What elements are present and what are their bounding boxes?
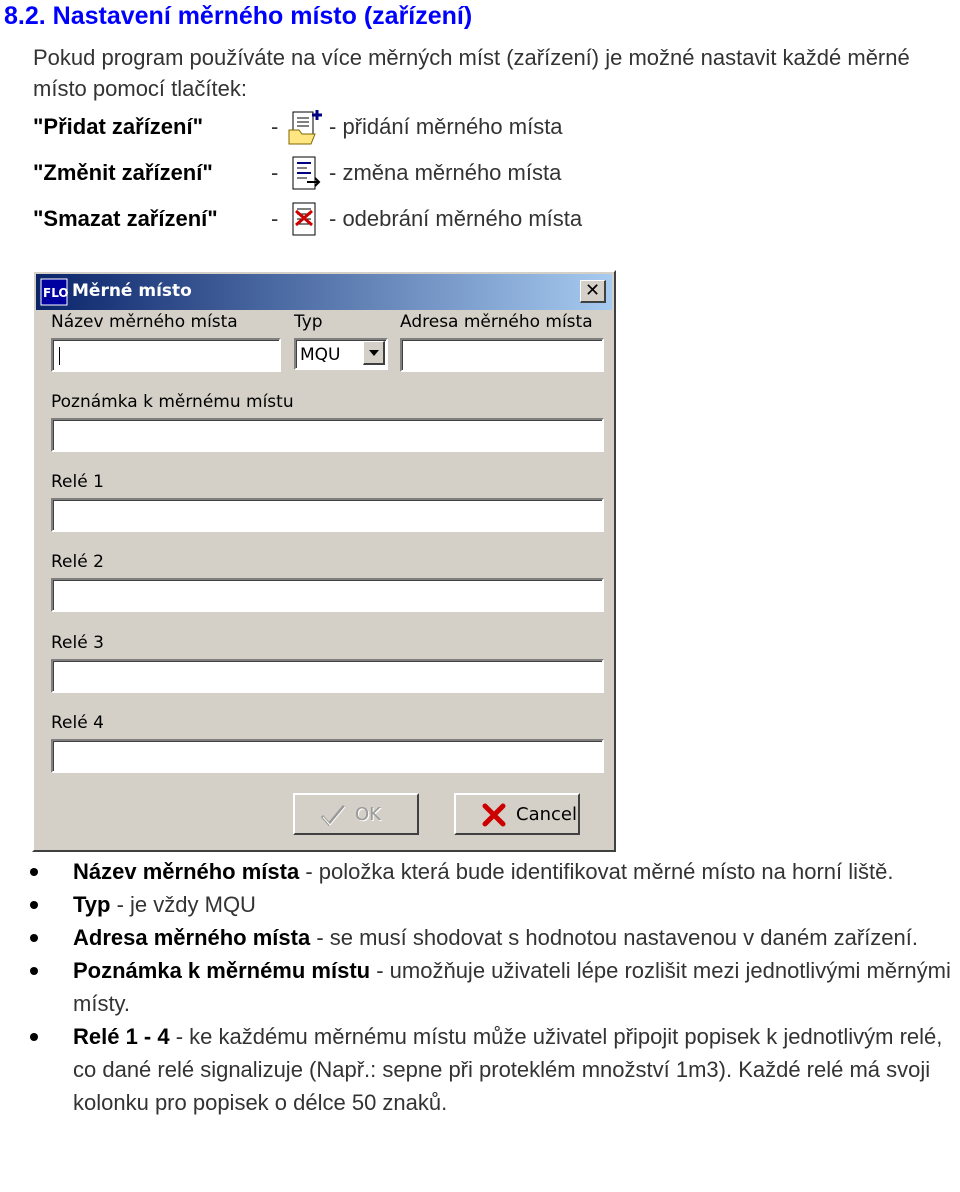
label-rele4: Relé 4 (51, 713, 104, 733)
bullet-term: Název měrného místa (73, 859, 300, 884)
dialog-title: Měrné místo (72, 281, 192, 301)
ok-button[interactable] (293, 793, 419, 835)
list-item (28, 1020, 958, 1119)
section-heading: 8.2. Nastavení měrného místo (zařízení) (4, 2, 473, 30)
button-description: - odebrání měrného místa (329, 206, 583, 231)
rele3-input[interactable] (51, 659, 604, 693)
label-poznamka: Poznámka k měrnému místu (51, 392, 294, 412)
bullet-text: - ke každému měrnému místu může uživatel připojit popisek k jednotlivým relé, co dané relé signalizuje (Např.: sepne při proteklém množství 1m3). Každé relé má svoji kolonku pro popisek o délce 50 znaků. (73, 1024, 943, 1115)
dropdown-button[interactable] (363, 341, 385, 365)
bullet-text: - je vždy MQU (110, 892, 256, 917)
label-rele3: Relé 3 (51, 633, 104, 653)
bullet-icon (30, 967, 38, 975)
text-caret (59, 347, 60, 365)
button-row-add (33, 108, 953, 148)
button-name: "Změnit zařízení" (33, 160, 213, 185)
button-name: "Smazat zařízení" (33, 206, 218, 231)
edit-device-icon (285, 154, 325, 194)
list-item (28, 954, 958, 1020)
label-adresa: Adresa měrného místa (400, 312, 593, 332)
app-logo-icon (40, 278, 68, 306)
label-nazev: Název měrného místa (51, 312, 238, 332)
cancel-button[interactable] (454, 793, 580, 835)
rele4-input[interactable] (51, 739, 604, 773)
dash: - (271, 206, 279, 231)
bullet-term: Typ (73, 892, 111, 917)
rele2-input[interactable] (51, 578, 604, 612)
chevron-down-icon (368, 349, 380, 357)
delete-device-icon (285, 200, 325, 240)
button-row-edit (33, 154, 953, 194)
add-device-icon (285, 108, 325, 148)
bullet-term: Poznámka k měrnému místu (73, 958, 371, 983)
field-descriptions-list (28, 855, 958, 1119)
button-row-delete (33, 200, 953, 240)
nazev-input[interactable] (51, 338, 281, 372)
typ-select[interactable] (294, 338, 388, 370)
bullet-term: Adresa měrného místa (73, 925, 311, 950)
dash: - (271, 114, 279, 139)
bullet-icon (30, 1033, 38, 1041)
label-rele1: Relé 1 (51, 472, 104, 492)
ok-label: OK (355, 804, 381, 825)
dialog-titlebar[interactable] (36, 274, 612, 310)
close-button[interactable] (580, 280, 606, 303)
bullet-text: - se musí shodovat s hodnotou nastavenou v daném zařízení. (310, 925, 919, 950)
label-rele2: Relé 2 (51, 552, 104, 572)
adresa-input[interactable] (400, 338, 604, 372)
label-typ: Typ (294, 312, 323, 332)
bullet-icon (30, 868, 38, 876)
button-name: "Přidat zařízení" (33, 114, 204, 139)
list-item (28, 855, 958, 888)
bullet-text: - položka která bude identifikovat měrné místo na horní liště. (299, 859, 894, 884)
list-item (28, 888, 958, 921)
checkmark-icon (319, 802, 347, 828)
bullet-term: Relé 1 - 4 (73, 1024, 170, 1049)
bullet-icon (30, 934, 38, 942)
svg-text:FLO: FLO (43, 286, 68, 300)
bullet-text: - umožňuje uživateli lépe rozlišit mezi jednotlivými měrnými místy. (73, 958, 951, 1016)
cancel-label: Cancel (516, 804, 577, 825)
bullet-icon (30, 901, 38, 909)
dash: - (271, 160, 279, 185)
button-description: - přidání měrného místa (329, 114, 563, 139)
rele1-input[interactable] (51, 498, 604, 532)
close-icon: ✕ (584, 280, 601, 301)
intro-text: Pokud program používáte na více měrných míst (zařízení) je možné nastavit každé měrné místo pomocí tlačítek: (33, 45, 910, 101)
poznamka-input[interactable] (51, 418, 604, 452)
list-item (28, 921, 958, 954)
button-description: - změna měrného místa (329, 160, 562, 185)
cancel-x-icon (480, 802, 508, 828)
merne-misto-dialog (32, 270, 616, 852)
typ-select-value: MQU (300, 345, 341, 365)
